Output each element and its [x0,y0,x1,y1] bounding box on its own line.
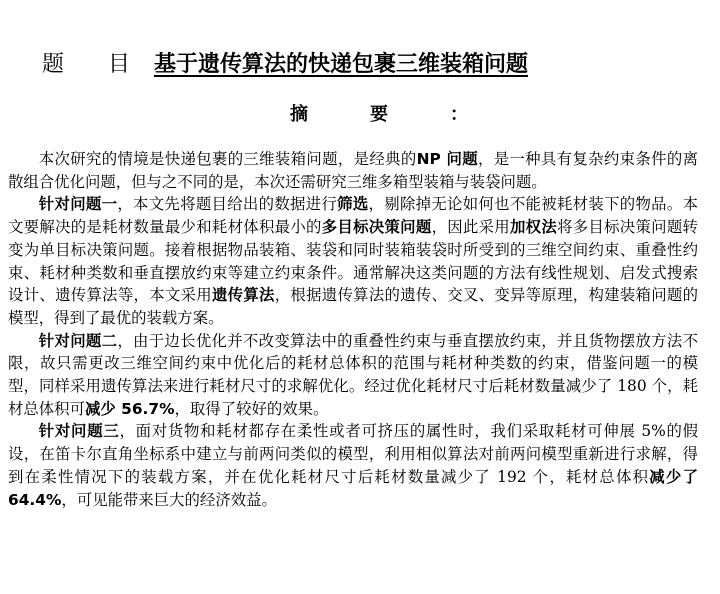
text-segment: ，根据遗传算法的遗传、交叉、变异等原理，构建装箱问题的模型，得到了最优的装载方案。 [8,286,698,327]
text-segment: ，由于边长优化并不改变算法中的重叠性约束与垂直摆放约束，并且货物摆放方法不限，故只需更改三维空间约束中优化后的耗材总体积的范围与耗材种类数的约束，借鉴问题一的模型，同样采用遗传算法来进行耗材尺寸的求解优化。经过优化耗材尺寸后耗材数量减少了 180 个，耗材总体积可 [8,331,698,418]
abstract-heading: 摘要： [290,104,530,125]
text-segment: 将多目标决策问题转变为单目标决策问题。接着根据物品装箱、装袋和同时装箱装袋时所受到的三维空间约束、重叠性约束、耗材种类数和垂直摆放约束等建立约束条件。通常解决这类问题的方法有线性规划、启发式搜索设计、遗传算法等，本文采用 [8,218,698,305]
bold-phrase: 减少 56.7% [84,399,175,418]
bold-phrase: 多目标决策问题 [321,218,432,237]
abstract-paragraph [8,420,698,511]
abstract-paragraph [8,193,698,329]
abstract-body [8,148,698,511]
abstract-paragraph [8,330,698,421]
text-segment: 本次研究的情境是快递包裹的三维装箱问题，是经典的 [38,150,417,168]
document-title: 基于遗传算法的快递包裹三维装箱问题 [154,52,529,77]
bold-phrase: 筛选 [337,195,369,214]
bold-phrase: 减少了 64.4% [8,467,698,509]
text-segment: ，可见能带来巨大的经济效益。 [61,490,277,509]
abstract-paragraph [8,148,698,193]
title-row [42,48,682,82]
text-segment: ，面对货物和耗材都存在柔性或者可挤压的属性时，我们采取耗材可伸展 5%的假设，在笛卡尔直角坐标系中建立与前两问类似的模型，利用相似算法对前两问模型重新进行求解，得到在柔性情况下的装载方案，并在优化耗材尺寸后耗材数量减少了 192 个，耗材总体积 [8,422,698,486]
title-label: 题目 [42,52,175,77]
text-segment: ，是一种具有复杂约束条件的离散组合优化问题，但与之不同的是，本次还需研究三维多箱型装箱与装袋问题。 [8,150,698,191]
bold-phrase: 针对问题三 [38,422,120,441]
bold-phrase: 针对问题二 [38,331,118,350]
text-segment: ，剔除掉无论如何也不能被耗材装下的物品。本文要解决的是耗材数量最少和耗材体积最小的 [8,195,698,237]
text-segment: ，本文先将题目给出的数据进行 [117,195,338,214]
text-segment: ，因此采用 [431,218,510,237]
bold-phrase: 遗传算法 [211,286,275,305]
bold-phrase: NP 问题 [416,150,478,168]
bold-phrase: 加权法 [510,218,558,237]
text-segment: ，取得了较好的效果。 [174,399,329,418]
bold-phrase: 针对问题一 [38,195,118,214]
